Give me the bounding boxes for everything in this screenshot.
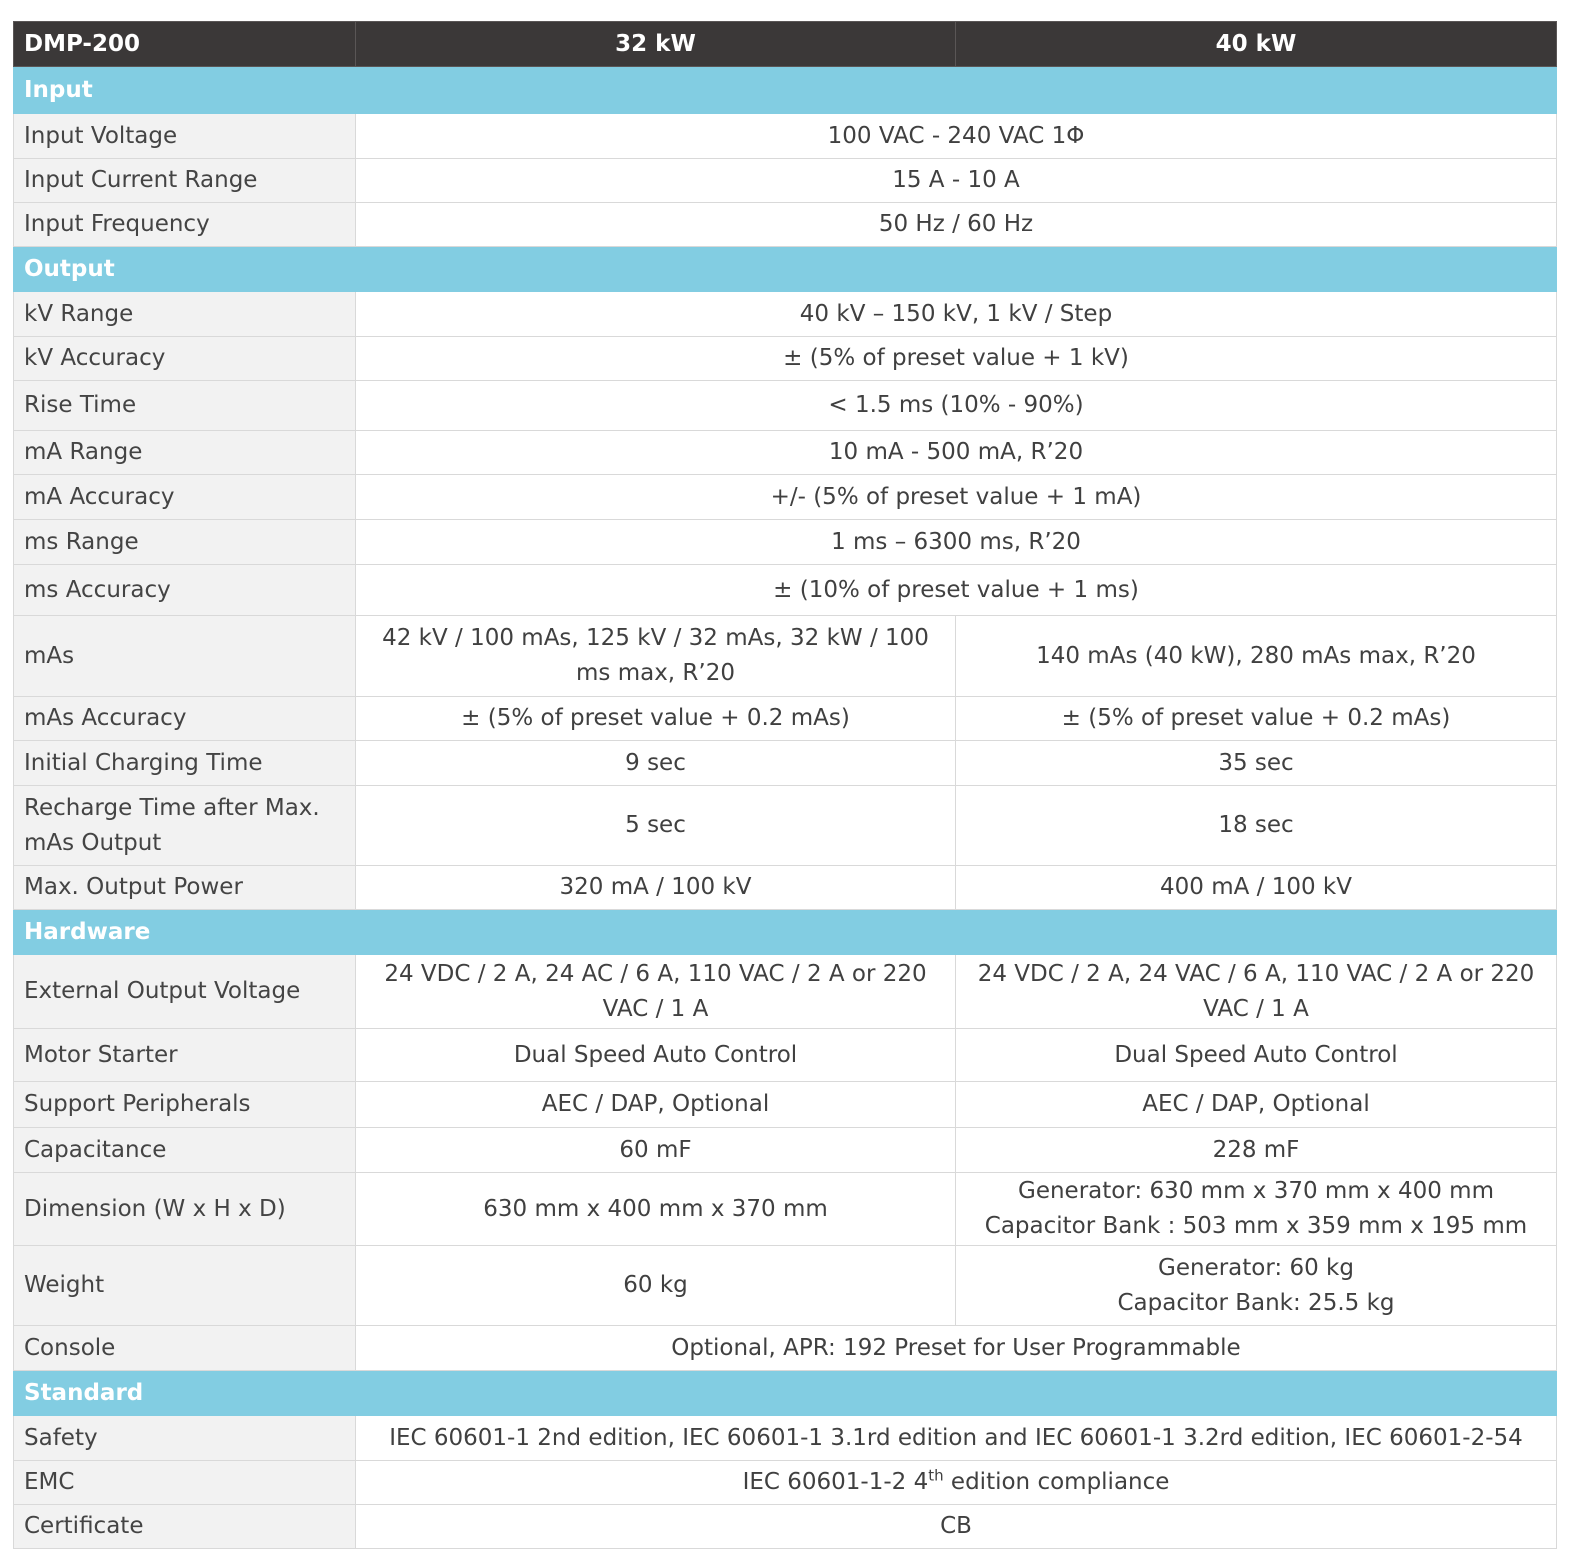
value-40kw: Dual Speed Auto Control <box>956 1029 1557 1082</box>
value-line: Generator: 630 mm x 370 mm x 400 mm <box>1018 1178 1494 1204</box>
table-row <box>14 1029 1557 1082</box>
value-32kw: 42 kV / 100 mAs, 125 kV / 32 mAs, 32 kW / 100 ms max, R’20 <box>356 616 956 697</box>
value-32kw: 5 sec <box>356 786 956 866</box>
table-row <box>14 159 1557 203</box>
value-shared: 40 kV – 150 kV, 1 kV / Step <box>356 292 1557 337</box>
value-part: IEC 60601-1-2 4 <box>742 1469 929 1495</box>
value-40kw: AEC / DAP, Optional <box>956 1082 1557 1128</box>
table-row <box>14 475 1557 520</box>
spec-table <box>13 21 1557 1549</box>
table-row <box>14 697 1557 741</box>
section-title: Input <box>14 67 1557 114</box>
value-40kw <box>956 1173 1557 1246</box>
table-row <box>14 1246 1557 1326</box>
value-40kw: 140 mAs (40 kW), 280 mAs max, R’20 <box>956 616 1557 697</box>
value-shared: 15 A - 10 A <box>356 159 1557 203</box>
section-hardware <box>14 910 1557 955</box>
row-label: Weight <box>14 1246 356 1326</box>
row-label: Certificate <box>14 1505 356 1549</box>
row-label: Input Current Range <box>14 159 356 203</box>
row-label: mAs <box>14 616 356 697</box>
row-label: mA Range <box>14 431 356 475</box>
section-input <box>14 67 1557 114</box>
model-name: DMP-200 <box>14 22 356 67</box>
table-row <box>14 565 1557 616</box>
value-40kw <box>956 1246 1557 1326</box>
table-row <box>14 1128 1557 1173</box>
row-label: Recharge Time after Max. mAs Output <box>14 786 356 866</box>
value-shared: ± (5% of preset value + 1 kV) <box>356 337 1557 381</box>
table-row <box>14 1505 1557 1549</box>
row-label: ms Range <box>14 520 356 565</box>
row-label: Input Voltage <box>14 114 356 159</box>
table-row <box>14 203 1557 247</box>
value-32kw: 60 kg <box>356 1246 956 1326</box>
value-32kw: 60 mF <box>356 1128 956 1173</box>
table-row <box>14 431 1557 475</box>
row-label: EMC <box>14 1461 356 1505</box>
table-row <box>14 114 1557 159</box>
value-32kw: 24 VDC / 2 A, 24 AC / 6 A, 110 VAC / 2 A or 220 VAC / 1 A <box>356 955 956 1029</box>
row-label: mA Accuracy <box>14 475 356 520</box>
section-title: Hardware <box>14 910 1557 955</box>
value-shared: 10 mA - 500 mA, R’20 <box>356 431 1557 475</box>
table-header <box>14 22 1557 67</box>
value-shared: +/- (5% of preset value + 1 mA) <box>356 475 1557 520</box>
value-line: Capacitor Bank : 503 mm x 359 mm x 195 mm <box>984 1213 1528 1239</box>
section-output <box>14 247 1557 292</box>
table-row <box>14 955 1557 1029</box>
table-row <box>14 866 1557 910</box>
value-shared: 50 Hz / 60 Hz <box>356 203 1557 247</box>
value-40kw: 35 sec <box>956 741 1557 786</box>
spec-body <box>14 67 1557 1549</box>
value-shared: Optional, APR: 192 Preset for User Programmable <box>356 1326 1557 1371</box>
table-row <box>14 1326 1557 1371</box>
value-40kw: 228 mF <box>956 1128 1557 1173</box>
value-32kw: 9 sec <box>356 741 956 786</box>
table-row <box>14 381 1557 431</box>
row-label: Support Peripherals <box>14 1082 356 1128</box>
value-shared: 100 VAC - 240 VAC 1Φ <box>356 114 1557 159</box>
value-line: Capacitor Bank: 25.5 kg <box>1117 1289 1395 1316</box>
column-header-40kw: 40 kW <box>956 22 1557 67</box>
table-row <box>14 292 1557 337</box>
row-label: Motor Starter <box>14 1029 356 1082</box>
value-32kw: 320 mA / 100 kV <box>356 866 956 910</box>
table-row <box>14 1173 1557 1246</box>
value-part: edition compliance <box>943 1469 1170 1495</box>
value-shared <box>356 1461 1557 1505</box>
row-label: mAs Accuracy <box>14 697 356 741</box>
row-label: Max. Output Power <box>14 866 356 910</box>
section-standard <box>14 1371 1557 1416</box>
table-row <box>14 520 1557 565</box>
row-label: Console <box>14 1326 356 1371</box>
value-shared: IEC 60601-1 2nd edition, IEC 60601-1 3.1rd edition and IEC 60601-1 3.2rd edition, IEC 60601-2-54 <box>356 1416 1557 1461</box>
value-shared: CB <box>356 1505 1557 1549</box>
row-label: Dimension (W x H x D) <box>14 1173 356 1246</box>
value-32kw: Dual Speed Auto Control <box>356 1029 956 1082</box>
row-label: Input Frequency <box>14 203 356 247</box>
value-40kw: 18 sec <box>956 786 1557 866</box>
section-title: Standard <box>14 1371 1557 1416</box>
superscript: th <box>928 1466 944 1485</box>
value-40kw: 24 VDC / 2 A, 24 VAC / 6 A, 110 VAC / 2 A or 220 VAC / 1 A <box>956 955 1557 1029</box>
value-40kw: ± (5% of preset value + 0.2 mAs) <box>956 697 1557 741</box>
row-label: kV Range <box>14 292 356 337</box>
section-title: Output <box>14 247 1557 292</box>
value-shared: < 1.5 ms (10% - 90%) <box>356 381 1557 431</box>
table-row <box>14 616 1557 697</box>
table-row <box>14 1461 1557 1505</box>
table-row <box>14 786 1557 866</box>
value-32kw: AEC / DAP, Optional <box>356 1082 956 1128</box>
value-32kw: 630 mm x 400 mm x 370 mm <box>356 1173 956 1246</box>
table-row <box>14 1082 1557 1128</box>
value-shared: 1 ms – 6300 ms, R’20 <box>356 520 1557 565</box>
row-label: Capacitance <box>14 1128 356 1173</box>
table-row <box>14 337 1557 381</box>
row-label: Safety <box>14 1416 356 1461</box>
value-shared: ± (10% of preset value + 1 ms) <box>356 565 1557 616</box>
row-label: kV Accuracy <box>14 337 356 381</box>
row-label: External Output Voltage <box>14 955 356 1029</box>
row-label: Initial Charging Time <box>14 741 356 786</box>
value-line: Generator: 60 kg <box>1158 1254 1354 1281</box>
value-40kw: 400 mA / 100 kV <box>956 866 1557 910</box>
row-label: ms Accuracy <box>14 565 356 616</box>
column-header-32kw: 32 kW <box>356 22 956 67</box>
row-label: Rise Time <box>14 381 356 431</box>
value-32kw: ± (5% of preset value + 0.2 mAs) <box>356 697 956 741</box>
table-row <box>14 1416 1557 1461</box>
table-row <box>14 741 1557 786</box>
